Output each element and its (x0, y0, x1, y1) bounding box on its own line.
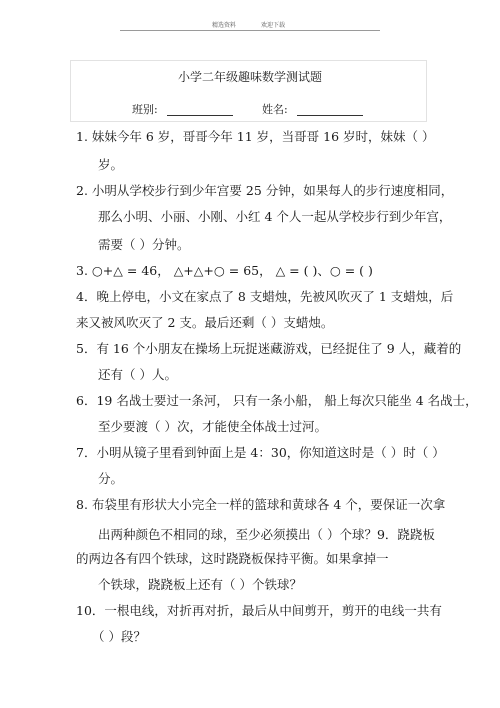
question-8-line-1: 8. 布袋里有形状大小完全一样的篮球和黄球各 4 个，要保证一次拿 (76, 497, 446, 512)
class-label: 班别: (132, 103, 158, 116)
question-1-line-1: 1. 妹妹今年 6 岁，哥哥今年 11 岁，当哥哥 16 岁时，妹妹（ ） (76, 129, 435, 144)
name-label: 姓名: (262, 103, 288, 116)
header-right-text: 欢迎下载 (261, 22, 286, 29)
page-title: 小学二年级趣味数学测试题 (177, 70, 322, 84)
class-field (132, 101, 233, 117)
question-6-line-1: 6．19 名战士要过一条河， 只有一条小船， 船上每次只能坐 4 名战士， (76, 393, 478, 408)
question-5-line-2: 还有（ ）人。 (98, 367, 177, 382)
question-10-line-1: 10．一根电线，对折再对折，最后从中间剪开，剪开的电线一共有 (76, 603, 442, 618)
question-10-line-2: （ ）段？ (92, 629, 146, 644)
name-blank[interactable] (297, 103, 363, 116)
question-1-line-2: 岁。 (98, 157, 124, 172)
question-5-line-1: 5．有 16 个小朋友在操场上玩捉迷藏游戏，已经捉住了 9 人，藏着的 (76, 341, 462, 356)
question-7-line-2: 分。 (98, 471, 124, 486)
header-left-text: 精选资料 (212, 22, 237, 29)
question-9-line-2: 个铁球，跷跷板上还有（ ）个铁球？ (98, 577, 302, 592)
question-6-line-2: 至少要渡（ ）次，才能使全体战士过河。 (98, 419, 327, 434)
class-blank[interactable] (167, 103, 233, 116)
header-rule (120, 30, 380, 31)
question-7-line-1: 7．小明从镜子里看到钟面上是 4：30，你知道这时是（ ）时（ ） (76, 445, 445, 460)
question-2-line-2: 那么小明、小丽、小刚、小红 4 个人一起从学校步行到少年宫， (98, 209, 452, 224)
question-4-line-2: 来又被风吹灭了 2 支。最后还剩（ ）支蜡烛。 (76, 315, 334, 330)
question-9-line-1: 的两边各有四个铁球，这时跷跷板保持平衡。如果拿掉一 (76, 551, 389, 566)
question-8-line-2: 出两种颜色不相同的球，至少必须摸出（ ）个球？9．跷跷板 (98, 527, 435, 542)
question-2-line-1: 2. 小明从学校步行到少年宫要 25 分钟，如果每人的步行速度相同， (76, 183, 454, 198)
name-field (262, 101, 363, 117)
question-3-line-1: 3. ○+△ = 46， △+△+○ = 65， △ = ( )、○ = ( ) (76, 263, 373, 278)
question-4-line-1: 4．晚上停电，小文在家点了 8 支蜡烛，先被风吹灭了 1 支蜡烛，后 (76, 289, 454, 304)
question-2-line-3: 需要（ ）分钟。 (98, 237, 190, 252)
